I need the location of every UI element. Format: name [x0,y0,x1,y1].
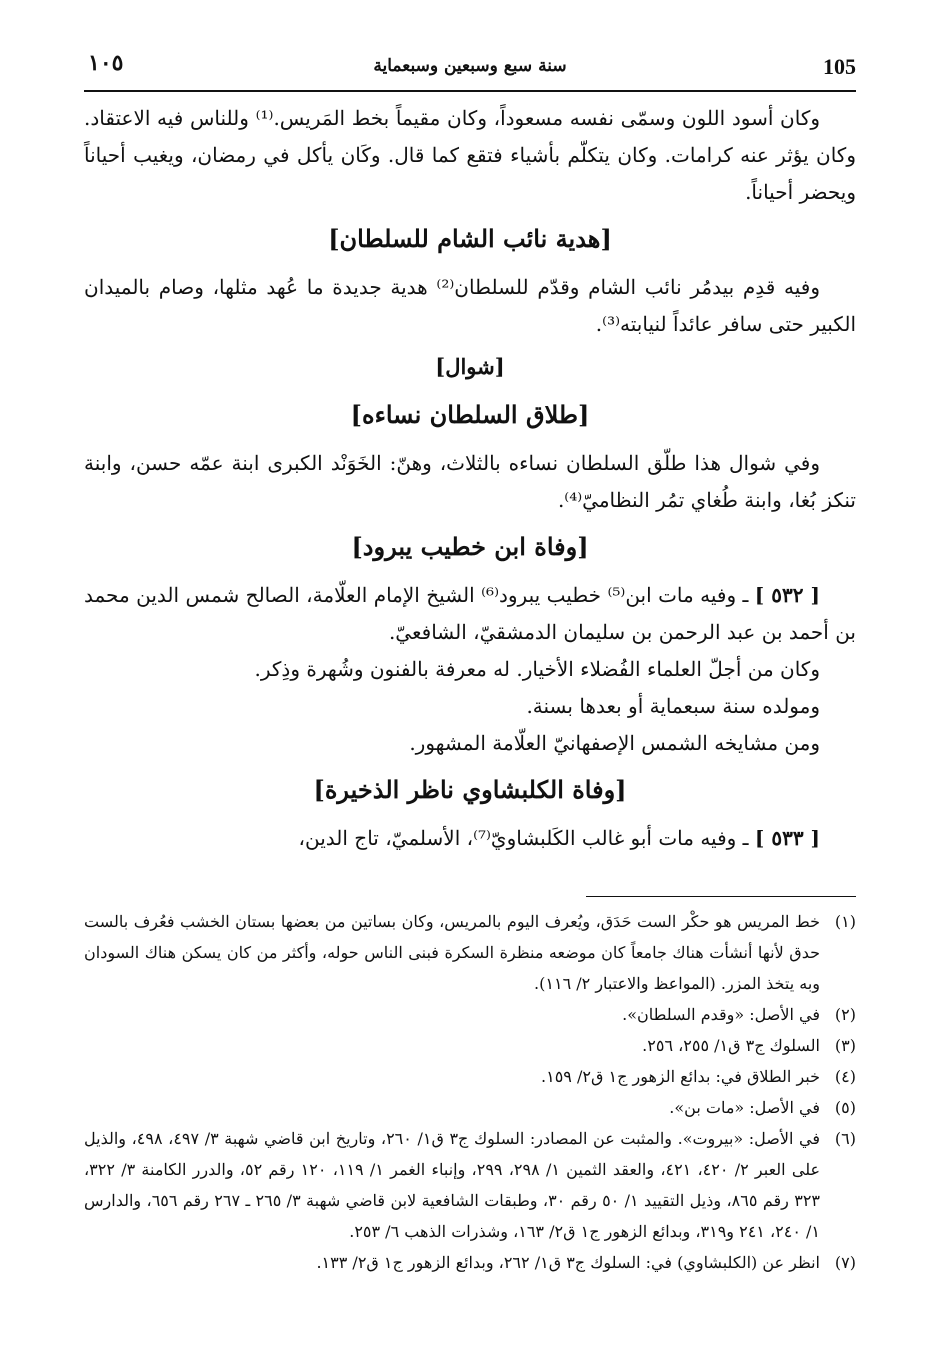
main-text [84,100,856,857]
footnote [84,1092,856,1123]
page-header [84,50,856,86]
paragraph-3: وفي شوال هذا طلّق السلطان نساءه بالثلاث، وهنّ: الخَوَنْد الكبرى ابنة عمّه حسن، وابنة تنكز بُغا، وابنة طُغاي تمُر النظاميّ⁽⁴⁾. [84,451,856,512]
entry-532-text: ـ وفيه مات ابن⁽⁵⁾ خطيب يبرود⁽⁶⁾ الشيخ الإمام العلّامة، الصالح شمس الدين محمد بن أحمد بن عبد الرحمن بن سليمان الدمشقيّ، الشافعيّ. [84,583,856,644]
entry-533-text: ـ وفيه مات أبو غالب الكَلبشاويّ⁽⁷⁾، الأسلميّ، تاج الدين، [298,826,749,850]
footnote-text: انظر عن (الكلبشاوي) في: السلوك ج٣ ق١/ ٢٦٢، وبدائع الزهور ج١ ق٢/ ١٣٣. [316,1253,820,1272]
paragraph-6: ومن مشايخه الشمس الإصفهانيّ العلّامة المشهور. [409,731,820,755]
footnote-number: (٣) [834,1036,856,1055]
footnote-text: خط المريس هو حكْر الست حَدَق، ويُعرف اليوم بالمريس، وكان بساتين من بعضها بستان الخشب فعُرف بالست حدق لأنها أنشأت هناك جامعاً كان موضعه منظرة السكرة فبنى الناس حوله، وأكثر من كان يسكن هناك السودان وبه يتخذ المزر. (المواعظ والاعتبار ٢/ ١١٦). [84,912,820,993]
footnote-rule [586,896,856,897]
header-rule [84,90,856,92]
paragraph-4: وكان من أجلّ العلماء الفُضلاء الأخيار. له معرفة بالفنون وشُهرة وذِكر. [254,657,820,681]
footnote [84,1247,856,1278]
footnote-text: في الأصل: «وقدم السلطان». [622,1005,820,1024]
footnote [84,1030,856,1061]
footnote-number: (١) [834,912,856,931]
footnote-number: (٢) [834,1005,856,1024]
section-heading-death-yabrud: [وفاة ابن خطيب يبرود] [351,532,589,561]
footnote [84,1061,856,1092]
footnote-text: في الأصل: «مات بن». [669,1098,820,1117]
footnote [84,999,856,1030]
footnote-text: في الأصل: «بيروت». والمثبت عن المصادر: السلوك ج٣ ق١/ ٢٦٠، وتاريخ ابن قاضي شهبة ٣/ ٤٩٧، ٤٩٨، والذيل على العبر ٢/ ٤٢٠، ٤٢١، والعقد الثمين ١/ ٢٩٨، ٢٩٩، وإنباء الغمر ١/ ١١٩، ١٢٠ رقم ٥٢، والدرر الكامنة ٣/ ٣٢٢، ٣٢٣ رقم ٨٦٥، وذيل التقييد ١/ ٥٠ رقم ٣٠، وطبقات الشافعية لابن قاضي شهبة ٣/ ٢٦٥ ـ ٢٦٧ رقم ٦٥٦، والدارس ١/ ٢٤٠، ٢٤١ و٣١٩، وبدائع الزهور ج١ ق٢/ ١٦٣، وشذرات الذهب ٦/ ٢٥٣. [84,1129,821,1241]
footnote-text: خبر الطلاق في: بدائع الزهور ج١ ق٢/ ١٥٩. [541,1067,820,1086]
month-heading-shawwal: [شوال] [435,354,505,379]
page-number-arabic: ١٠٥ [88,50,124,76]
footnote-number: (٥) [834,1098,856,1117]
footnote [84,1123,856,1247]
footnote-text: السلوك ج٣ ق١/ ٢٥٥، ٢٥٦. [642,1036,820,1055]
entry-number-532: [ ٥٣٢ ] [754,583,820,607]
section-heading-divorce: [طلاق السلطان نساءه] [350,400,590,429]
section-heading-death-kalbashawi: [وفاة الكلبشاوي ناظر الذخيرة] [313,775,627,804]
page-number-latin: 105 [823,54,856,79]
section-heading-gift: [هدية نائب الشام للسلطان] [328,224,612,253]
entry-number-533: [ ٥٣٣ ] [754,826,820,850]
footnote [84,906,856,999]
paragraph-1: وكان أسود اللون وسمّى نفسه مسعوداً، وكان مقيماً بخط المَريس.⁽¹⁾ وللناس فيه الاعتقاد. وكان يؤثر عنه كرامات. وكان يتكلّم بأشياء فتقع كما قال. وكَان يأكل في رمضان، ويغيب أحياناً ويحضر أحياناً. [84,106,856,204]
paragraph-5: ومولده سنة سبعماية أو بعدها بسنة. [526,694,820,718]
footnote-number: (٧) [834,1253,856,1272]
paragraph-2: وفيه قدِم بيدمُر نائب الشام وقدّم للسلطان⁽²⁾ هدية جديدة ما عُهد مثلها، وصام بالميدان الكبير حتى سافر عائداً لنيابته⁽³⁾. [84,275,856,336]
footnote-number: (٦) [834,1129,856,1148]
entry-533 [84,820,856,857]
footnote-number: (٤) [834,1067,856,1086]
footnotes [84,906,856,1278]
running-title: سنة سبع وسبعين وسبعماية [373,56,567,76]
entry-532 [84,577,856,651]
